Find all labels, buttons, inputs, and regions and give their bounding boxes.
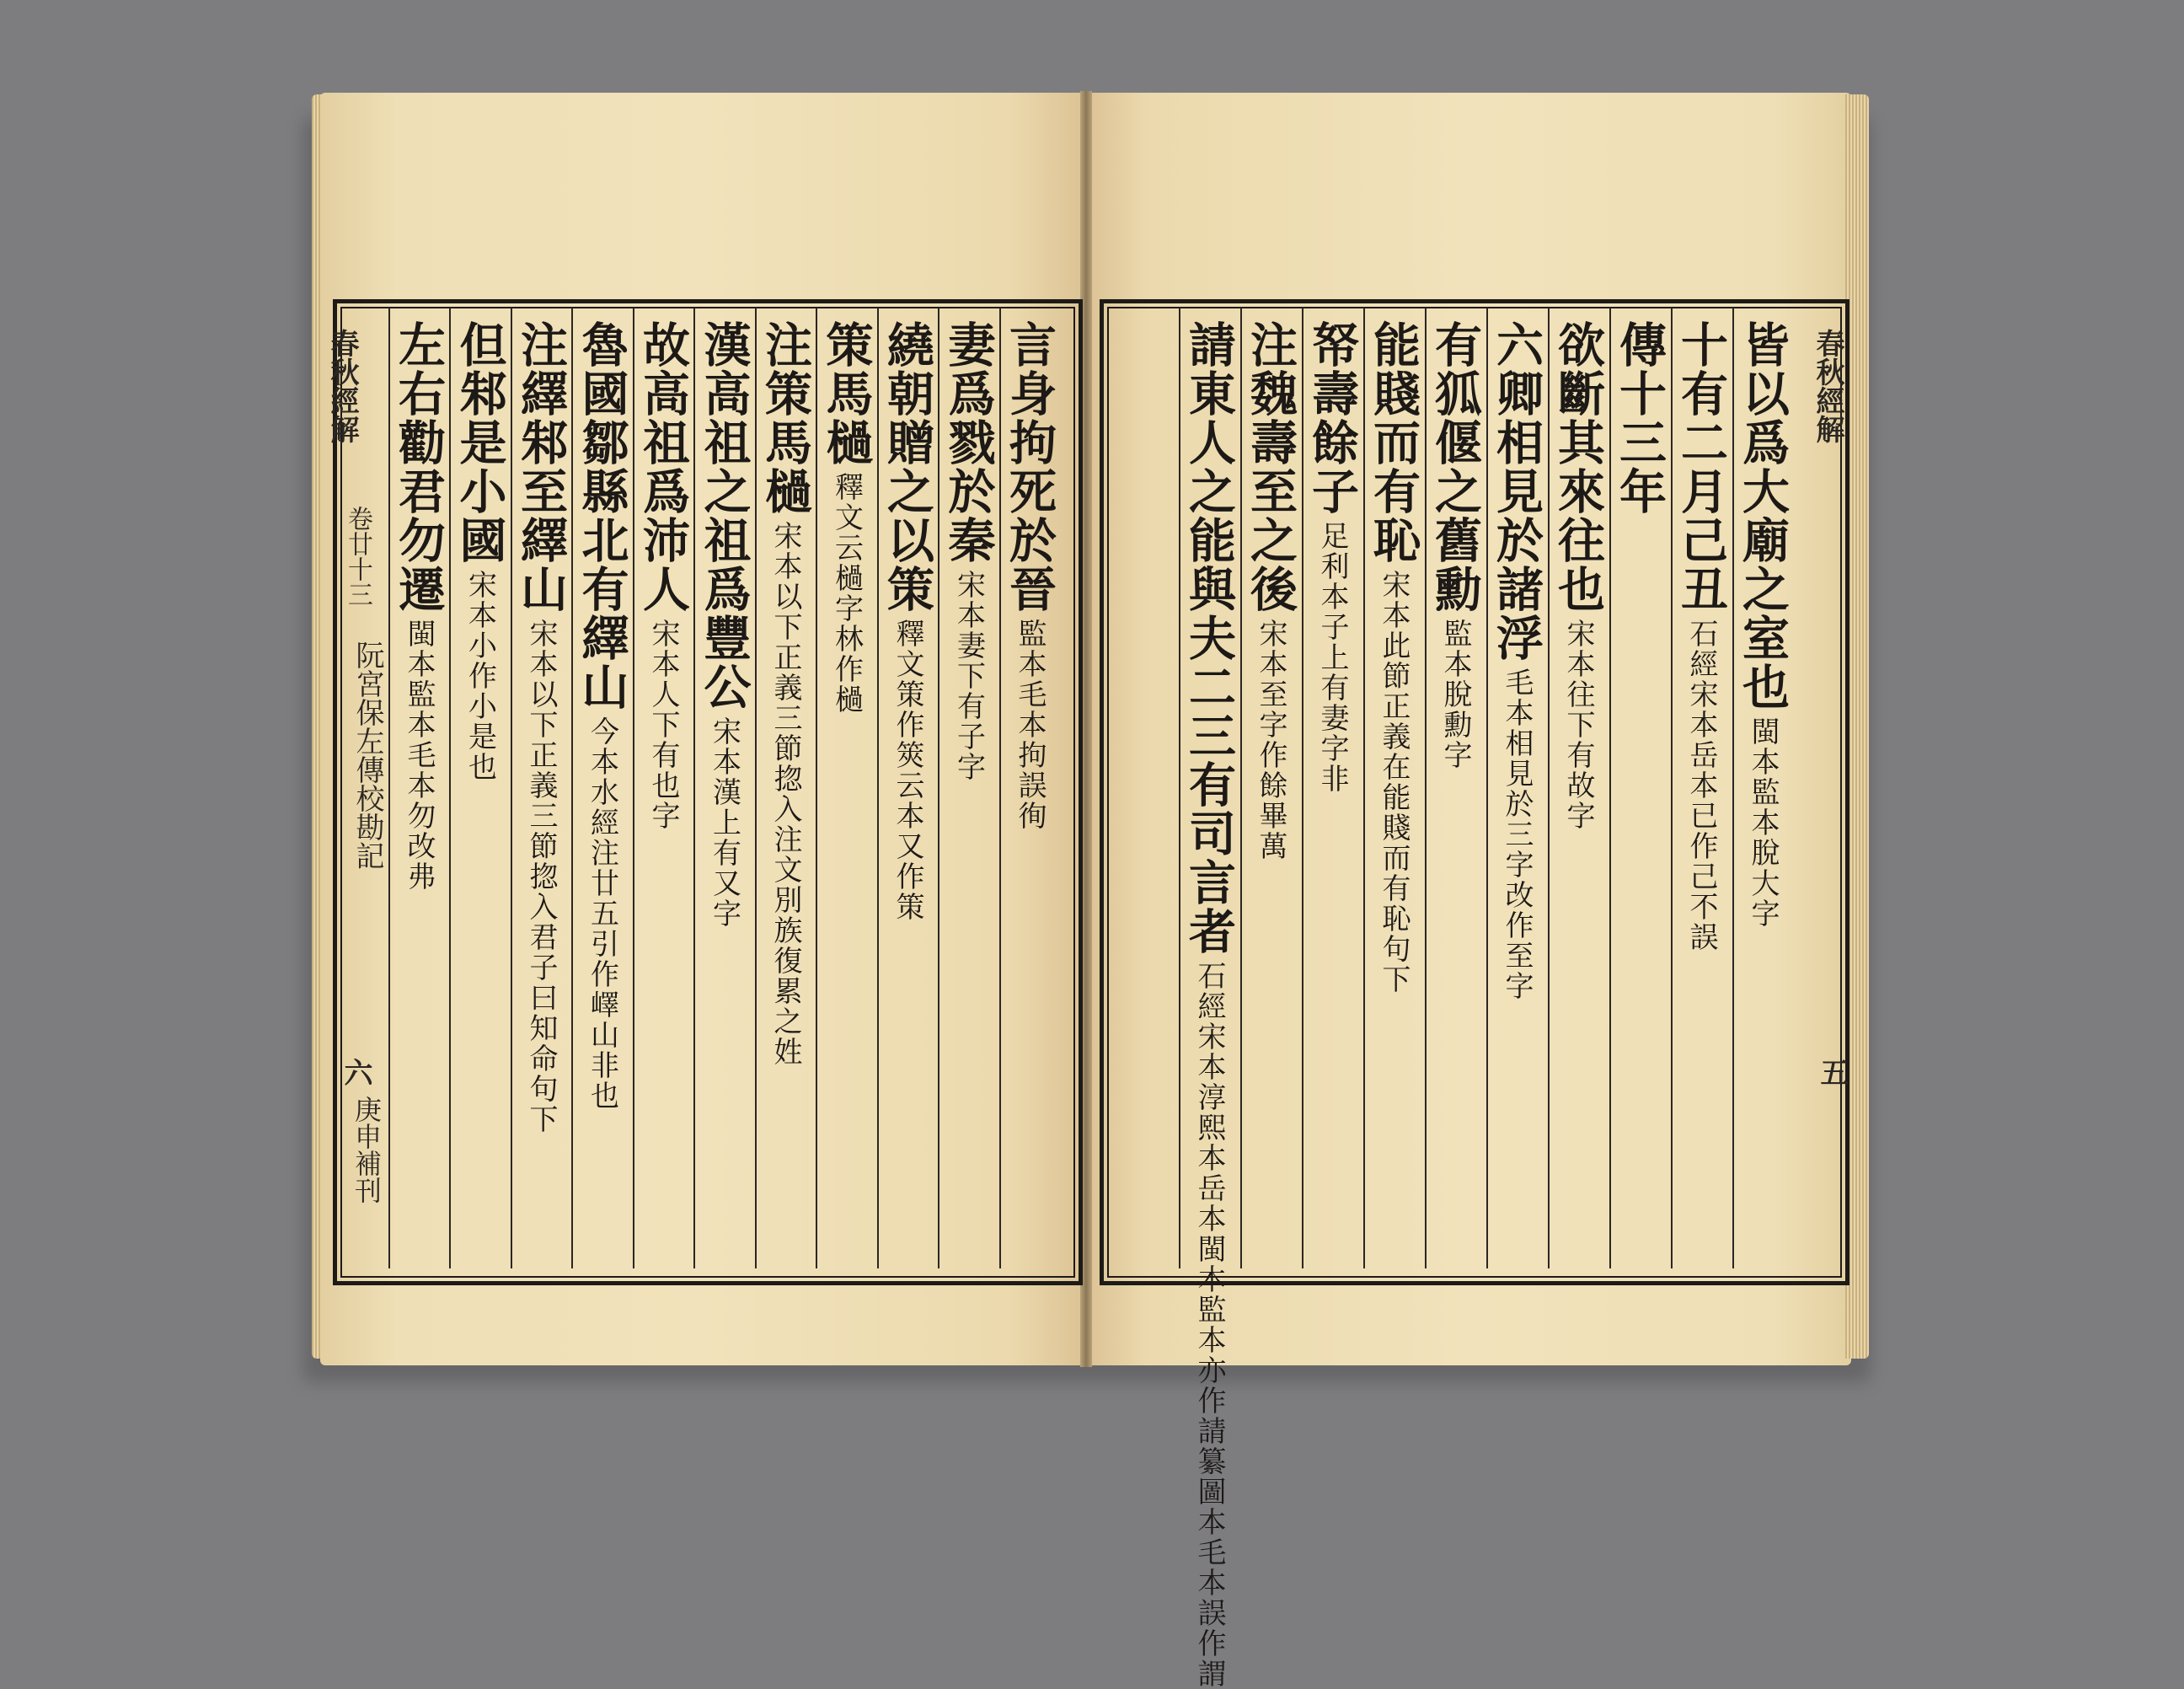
right-text-column xyxy=(1366,320,1421,995)
right-main-text: 皆以爲大廟之室也 xyxy=(1735,320,1791,711)
left-margin-volume: 卷廿十三 xyxy=(343,506,372,607)
left-main-text: 繞朝贈之以策 xyxy=(880,320,935,614)
left-main-text: 言身拘死於晉 xyxy=(1002,320,1057,614)
left-edition-mark: 庚申補刊 xyxy=(351,1096,383,1204)
right-text-column xyxy=(1735,320,1791,929)
right-column-rule xyxy=(1240,308,1242,1268)
left-column-rule xyxy=(511,308,512,1268)
left-margin-title: 春秋經解 xyxy=(325,329,359,443)
right-column-rule xyxy=(1425,308,1427,1268)
left-text-column xyxy=(757,320,813,1067)
left-main-text: 魯國鄒縣北有繹山 xyxy=(574,320,630,711)
right-annotation: 足利本子上有妻字非 xyxy=(1315,521,1349,794)
right-text-column xyxy=(1673,320,1729,952)
left-column-rule xyxy=(877,308,879,1268)
left-column-rule xyxy=(633,308,634,1268)
left-text-column xyxy=(940,320,997,782)
left-main-text: 漢高祖之祖爲豐公 xyxy=(696,320,752,711)
left-annotation: 釋文策作筴云本又作策 xyxy=(891,619,924,922)
left-annotation: 宋本小作小是也 xyxy=(463,570,497,782)
right-main-text: 傳十三年 xyxy=(1612,320,1667,516)
left-annotation: 宋本漢上有又字 xyxy=(707,716,741,929)
right-text-column xyxy=(1304,320,1360,794)
right-column-rule xyxy=(1486,308,1488,1268)
right-annotation: 宋本往下有故字 xyxy=(1561,619,1595,831)
right-text-column xyxy=(1489,320,1544,1001)
right-annotation: 監本脫勳字 xyxy=(1438,619,1472,770)
left-text-column xyxy=(452,320,508,782)
right-column-rule xyxy=(1548,308,1550,1268)
right-main-text: 帑壽餘子 xyxy=(1304,320,1360,516)
left-main-text: 故高祖爲沛人 xyxy=(635,320,691,614)
left-text-column xyxy=(391,320,447,892)
left-text-column xyxy=(880,320,935,922)
right-text-column xyxy=(1243,320,1298,861)
left-column-rule xyxy=(755,308,757,1268)
left-main-text: 注策馬檛 xyxy=(757,320,813,516)
right-annotation: 閩本監本脫大字 xyxy=(1746,716,1780,929)
left-annotation: 宋本妻下有子字 xyxy=(951,570,986,782)
left-text-column xyxy=(1002,320,1057,831)
left-annotation: 宋本以下正義三節㧾入注文別族復累之姓 xyxy=(768,521,802,1067)
right-annotation: 石經宋本淳熙本岳本閩本監本亦作請纂圖本毛本誤作謂 xyxy=(1192,961,1226,1689)
left-page-number: 六 xyxy=(339,1058,372,1086)
left-annotation: 今本水經注廿五引作嶧山非也 xyxy=(585,716,619,1111)
right-main-text: 請東人之能與夫二三有司言者 xyxy=(1181,320,1237,956)
right-page-number: 五 xyxy=(1815,1058,1849,1086)
right-main-text: 欲斷其來往也 xyxy=(1550,320,1606,614)
left-main-text: 注繹邾至繹山 xyxy=(513,320,569,614)
right-column-rule xyxy=(1609,308,1611,1268)
left-annotation: 監本毛本拘誤徇 xyxy=(1013,619,1046,831)
left-annotation: 宋本人下有也字 xyxy=(646,619,680,831)
left-annotation: 釋文云檛字林作檛 xyxy=(829,472,864,715)
left-text-column xyxy=(513,320,569,1134)
right-main-text: 六卿相見於諸浮 xyxy=(1489,320,1544,662)
left-column-rule xyxy=(388,308,390,1268)
right-margin-title: 春秋經解 xyxy=(1811,329,1844,443)
right-annotation: 石經宋本岳本已作己不誤 xyxy=(1684,619,1718,952)
left-text-column xyxy=(696,320,752,929)
left-main-text: 左右勸君勿遷 xyxy=(391,320,447,614)
right-column-rule xyxy=(1671,308,1673,1268)
right-column-rule xyxy=(1179,308,1180,1268)
left-annotation: 閩本監本毛本勿改弗 xyxy=(402,619,436,892)
right-text-column xyxy=(1427,320,1483,770)
right-annotation: 毛本相見於三字改作至字 xyxy=(1500,668,1534,1001)
right-main-text: 十有二月己丑 xyxy=(1673,320,1729,614)
right-text-column xyxy=(1612,320,1667,516)
right-text-column xyxy=(1181,320,1237,1689)
left-text-column xyxy=(818,320,875,715)
left-text-column xyxy=(635,320,691,831)
right-annotation: 宋本此節正義在能賤而有恥句下 xyxy=(1377,570,1410,995)
right-main-text: 注魏壽至之後 xyxy=(1243,320,1298,614)
left-text-column xyxy=(574,320,630,1111)
right-main-text: 有狐偃之舊勳 xyxy=(1427,320,1483,614)
left-margin-subtitle: 阮宮保左傳校勘記 xyxy=(351,641,384,870)
left-main-text: 策馬檛 xyxy=(818,320,875,467)
right-text-column xyxy=(1550,320,1606,831)
right-main-text: 能賤而有恥 xyxy=(1366,320,1421,565)
left-column-rule xyxy=(999,308,1001,1268)
left-annotation: 宋本以下正義三節㧾入君子曰知命句下 xyxy=(524,619,558,1134)
left-main-text: 妻爲戮於秦 xyxy=(940,320,997,565)
right-column-rule xyxy=(1302,308,1303,1268)
left-column-rule xyxy=(571,308,573,1268)
left-column-rule xyxy=(449,308,451,1268)
left-column-rule xyxy=(816,308,817,1268)
right-column-rule xyxy=(1732,308,1734,1268)
left-column-rule xyxy=(693,308,695,1268)
left-main-text: 但邾是小國 xyxy=(452,320,508,565)
right-annotation: 宋本至字作餘畢萬 xyxy=(1254,619,1287,861)
left-column-rule xyxy=(938,308,939,1268)
right-column-rule xyxy=(1363,308,1365,1268)
